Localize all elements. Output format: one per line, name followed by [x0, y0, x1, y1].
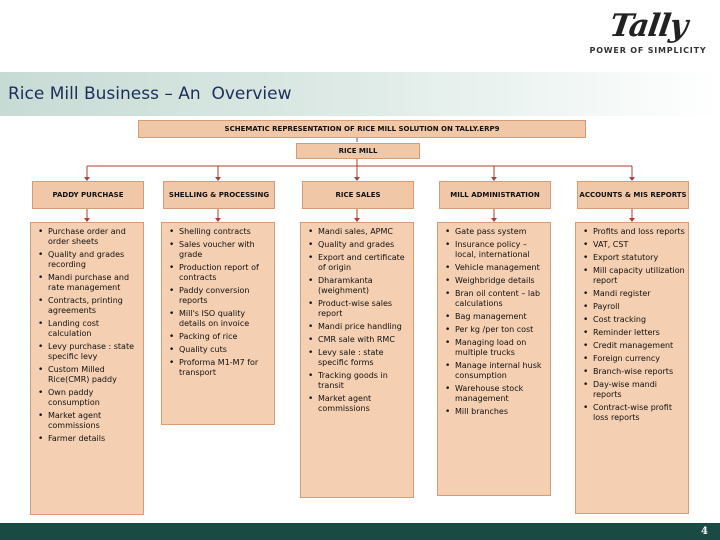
- list-item: • Payroll: [580, 302, 685, 312]
- list-item: • Reminder letters: [580, 328, 685, 338]
- list-item: • Gate pass system: [442, 227, 547, 237]
- logo-wordmark: Tally: [607, 8, 689, 44]
- page-number: 4: [701, 526, 708, 537]
- list-item: • Landing cost calculation: [35, 319, 140, 339]
- list-item: • Paddy conversion reports: [166, 286, 271, 306]
- list-item: • Bran oil content – lab calculations: [442, 289, 547, 309]
- list-item: • Mandi price handling: [305, 322, 410, 332]
- list-item: • Levy purchase : state specific levy: [35, 342, 140, 362]
- list-item: • Sales voucher with grade: [166, 240, 271, 260]
- list-item: • Product-wise sales report: [305, 299, 410, 319]
- list-item: • Mandi purchase and rate management: [35, 273, 140, 293]
- list-item: • Farmer details: [35, 434, 140, 444]
- footer-bar: [0, 523, 720, 540]
- list-item: • Cost tracking: [580, 315, 685, 325]
- list-item: • Export statutory: [580, 253, 685, 263]
- list-item: • Profits and loss reports: [580, 227, 685, 237]
- list-item: • Custom Milled Rice(CMR) paddy: [35, 365, 140, 385]
- list-item: • Dharamkanta (weighment): [305, 276, 410, 296]
- list-item: • Mandi register: [580, 289, 685, 299]
- list-item: • Quality cuts: [166, 345, 271, 355]
- accounts-mis-reports-list: [575, 222, 689, 514]
- list-item: • Quality and grades: [305, 240, 410, 250]
- list-item: • CMR sale with RMC: [305, 335, 410, 345]
- list-item: • Packing of rice: [166, 332, 271, 342]
- list-item: • Proforma M1-M7 for transport: [166, 358, 271, 378]
- list-item: • Per kg /per ton cost: [442, 325, 547, 335]
- list-item: • Market agent commissions: [35, 411, 140, 431]
- list-item: • Export and certificate of origin: [305, 253, 410, 273]
- list-item: • Shelling contracts: [166, 227, 271, 237]
- list-item: • Manage internal husk consumption: [442, 361, 547, 381]
- category-shelling-processing: SHELLING & PROCESSING: [163, 181, 275, 209]
- list-item: • Purchase order and order sheets: [35, 227, 140, 247]
- slide-title: Rice Mill Business – An Overview: [8, 84, 292, 104]
- list-item: • Bag management: [442, 312, 547, 322]
- paddy-purchase-list: [30, 222, 144, 515]
- list-item: • Contracts, printing agreements: [35, 296, 140, 316]
- list-item: • Mill branches: [442, 407, 547, 417]
- category-accounts-mis-reports: ACCOUNTS & MIS REPORTS: [577, 181, 689, 209]
- list-item: • Insurance policy – local, international: [442, 240, 547, 260]
- mill-administration-list: [437, 222, 551, 496]
- list-item: • Day-wise mandi reports: [580, 380, 685, 400]
- list-item: • Quality and grades recording: [35, 250, 140, 270]
- shelling-processing-list: [161, 222, 275, 425]
- list-item: • Weighbridge details: [442, 276, 547, 286]
- rice-sales-list: [300, 222, 414, 498]
- list-item: • Mill's ISO quality details on invoice: [166, 309, 271, 329]
- list-item: • VAT, CST: [580, 240, 685, 250]
- category-paddy-purchase: PADDY PURCHASE: [32, 181, 144, 209]
- list-item: • Credit management: [580, 341, 685, 351]
- category-mill-administration: MILL ADMINISTRATION: [439, 181, 551, 209]
- list-item: • Warehouse stock management: [442, 384, 547, 404]
- list-item: • Branch-wise reports: [580, 367, 685, 377]
- list-item: • Managing load on multiple trucks: [442, 338, 547, 358]
- list-item: • Market agent commissions: [305, 394, 410, 414]
- list-item: • Foreign currency: [580, 354, 685, 364]
- list-item: • Production report of contracts: [166, 263, 271, 283]
- category-rice-sales: RICE SALES: [302, 181, 414, 209]
- list-item: • Mill capacity utilization report: [580, 266, 685, 286]
- list-item: • Own paddy consumption: [35, 388, 140, 408]
- root-node: RICE MILL: [296, 143, 420, 159]
- list-item: • Mandi sales, APMC: [305, 227, 410, 237]
- list-item: • Tracking goods in transit: [305, 371, 410, 391]
- list-item: • Levy sale : state specific forms: [305, 348, 410, 368]
- logo-tagline: POWER OF SIMPLICITY: [589, 46, 707, 55]
- schematic-banner: SCHEMATIC REPRESENTATION OF RICE MILL SOLUTION ON TALLY.ERP9: [138, 120, 586, 138]
- list-item: • Vehicle management: [442, 263, 547, 273]
- list-item: • Contract-wise profit loss reports: [580, 403, 685, 423]
